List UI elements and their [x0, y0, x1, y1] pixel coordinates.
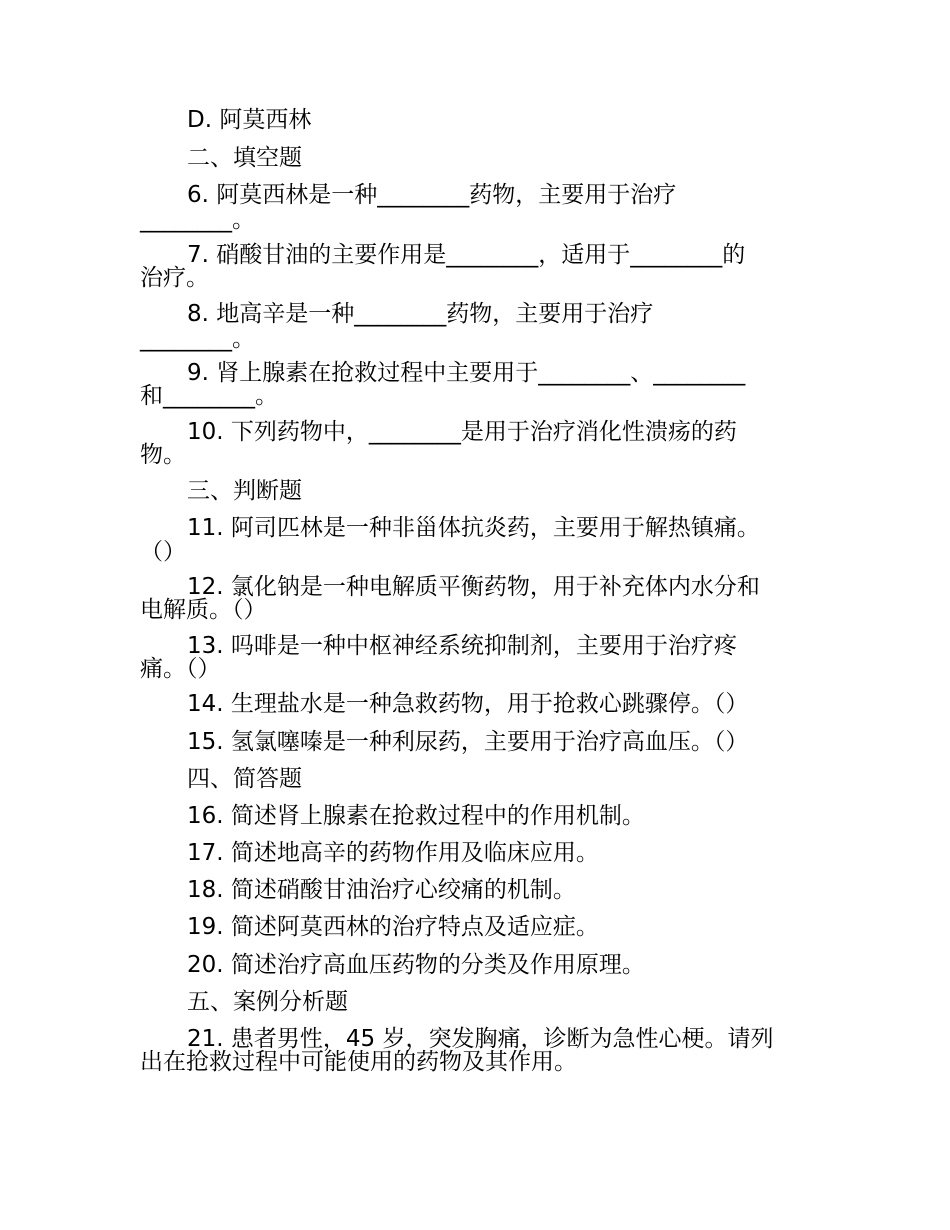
question-13-continuation: 痛。（）: [140, 656, 221, 682]
question-17: 17. 简述地高辛的药物作用及临床应用。: [187, 840, 599, 866]
section-heading-short-answer: 四、简答题: [187, 766, 302, 792]
question-9-continuation: 和________。: [140, 383, 278, 409]
question-11: 11. 阿司匹林是一种非甾体抗炎药，主要用于解热镇痛。: [187, 515, 760, 541]
section-heading-fill-in: 二、填空题: [187, 145, 302, 171]
section-heading-case-analysis: 五、案例分析题: [187, 989, 348, 1015]
question-19: 19. 简述阿莫西林的治疗特点及适应症。: [187, 914, 599, 940]
question-12-continuation: 电解质。（）: [140, 597, 267, 623]
option-d: D. 阿莫西林: [187, 107, 312, 133]
question-8: 8. 地高辛是一种________药物，主要用于治疗: [187, 301, 654, 327]
question-14: 14. 生理盐水是一种急救药物，用于抢救心跳骤停。（）: [187, 691, 749, 717]
question-10-continuation: 物。: [140, 442, 186, 468]
question-13: 13. 吗啡是一种中枢神经系统抑制剂，主要用于治疗疼: [187, 633, 737, 659]
question-11-continuation: （）: [140, 539, 186, 565]
section-heading-true-false: 三、判断题: [187, 478, 302, 504]
question-9: 9. 肾上腺素在抢救过程中主要用于________、________: [187, 360, 746, 386]
question-6-continuation: ________。: [140, 207, 255, 233]
question-10: 10. 下列药物中，________是用于治疗消化性溃疡的药: [187, 419, 737, 445]
question-7-continuation: 治疗。: [140, 265, 209, 291]
question-18: 18. 简述硝酸甘油治疗心绞痛的机制。: [187, 877, 576, 903]
question-16: 16. 简述肾上腺素在抢救过程中的作用机制。: [187, 803, 645, 829]
question-8-continuation: ________。: [140, 326, 255, 352]
question-21: 21. 患者男性，45 岁，突发胸痛，诊断为急性心梗。请列: [187, 1026, 774, 1052]
question-15: 15. 氢氯噻嗪是一种利尿药，主要用于治疗高血压。（）: [187, 729, 749, 755]
question-12: 12. 氯化钠是一种电解质平衡药物，用于补充体内水分和: [187, 574, 760, 600]
question-6: 6. 阿莫西林是一种________药物，主要用于治疗: [187, 182, 677, 208]
question-7: 7. 硝酸甘油的主要作用是________，适用于________的: [187, 242, 746, 268]
question-21-continuation: 出在抢救过程中可能使用的药物及其作用。: [140, 1049, 577, 1075]
question-20: 20. 简述治疗高血压药物的分类及作用原理。: [187, 952, 645, 978]
